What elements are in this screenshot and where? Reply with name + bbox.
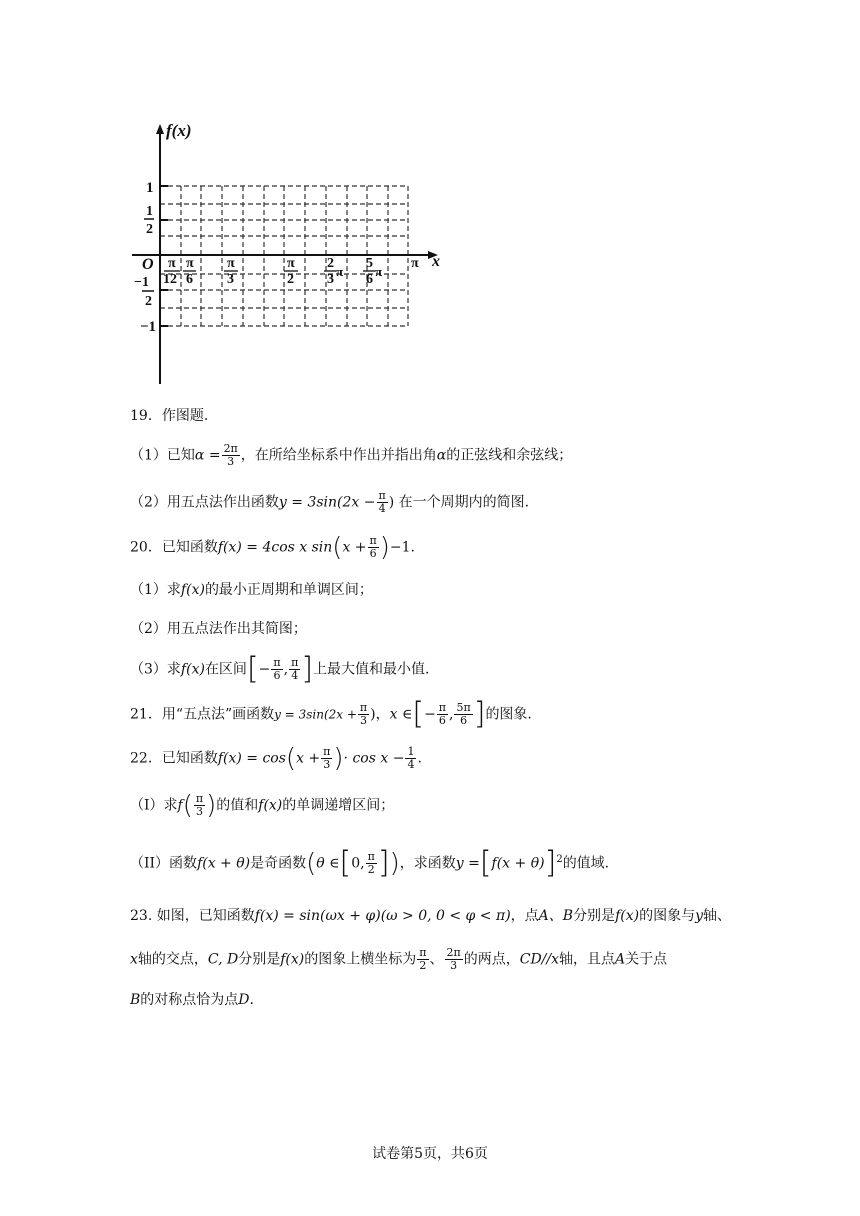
q19-p1-text-c: 的正弦线和余弦线； — [446, 447, 573, 464]
q23-text-d: 的图象与 — [639, 908, 696, 924]
q23-l2-text-b: 分别是 — [238, 951, 281, 968]
q23-point-a: A — [615, 951, 626, 968]
q19-p1-alpha2: α — [436, 447, 447, 464]
x-tick-5pi6-pi: π — [375, 264, 383, 279]
origin-label: O — [142, 256, 154, 273]
q21-text-c: 的图象. — [485, 706, 532, 723]
q21-func: y = 3sin(2x + — [274, 707, 357, 722]
q23-line2 — [130, 947, 840, 972]
x-tick-2pi3-den: 3 — [327, 272, 334, 287]
q22-text-a: 22．已知函数 — [130, 750, 218, 767]
y-tick-half-den: 2 — [146, 222, 153, 237]
grid-svg — [128, 116, 448, 388]
q23-l2-text-a: 轴的交点， — [137, 951, 208, 968]
q19-p1-fraction: $\frac{2\pi}{3}$ — [223, 442, 238, 468]
x-tick-pi: π — [411, 256, 419, 271]
q21-domain: x ∈ — [389, 706, 413, 723]
q20-p2-text: （2）用五点法作出其简图； — [130, 621, 307, 637]
q20-func-b: x + — [342, 539, 367, 556]
q21: 21．用“五点法”画函数y = 3sin(2x + $\frac{\pi}{3}$ )，x ∈[− $\frac{\pi}{6}$ , $\frac{5\pi}{6}$ ]的图象. — [130, 696, 532, 732]
q22-frac1: $\frac{\pi}{3}$ — [323, 745, 331, 771]
q19-p2-fraction: $\frac{\pi}{4}$ — [378, 489, 386, 515]
q23-frac1: $\frac{\pi}{2}$ — [419, 946, 427, 972]
x-tick-pi3-num: π — [227, 256, 235, 271]
q23-l2-text-d: 的两点， — [463, 951, 520, 968]
x-tick-2pi3-pi: π — [336, 264, 344, 279]
q22-part2: （II）函数f(x + θ)是奇函数(θ ∈[0, $\frac{\pi}{2}$ ])，求函数$y =[f(x + \theta)]^2$的值域. — [130, 845, 610, 881]
q20-p3-frac1: $\frac{\pi}{6}$ — [273, 656, 281, 682]
q21-fraction: $\frac{\pi}{3}$ — [359, 701, 368, 727]
q21-frac2: $\frac{5\pi}{6}$ — [456, 701, 471, 727]
q22-p1-text-b: 的值和 — [216, 797, 259, 814]
q19-p2-text-a: （2）用五点法作出函数 — [130, 494, 279, 511]
q22-p1-text-a: （I）求 — [130, 797, 178, 814]
q23-text-a: 23. 如图，已知函数 — [130, 908, 255, 924]
page-footer: 试卷第5页，共6页 — [372, 1146, 488, 1162]
q20-p3-frac2: $\frac{\pi}{4}$ — [291, 656, 299, 682]
q23-frac2: $\frac{2\pi}{3}$ — [446, 946, 461, 972]
y-tick-neg1: −1 — [140, 319, 157, 335]
q23-text-c: 分别是 — [573, 908, 616, 924]
y-tick-neghalf-den: 2 — [145, 294, 152, 309]
x-tick-2pi3-num: 2 — [327, 256, 334, 271]
q21-text-a: 21．用“五点法”画函数 — [130, 706, 275, 723]
q22-part1: （I）求f( $\frac{\pi}{3}$ )的值和f(x)的单调递增区间； — [130, 790, 395, 821]
q21-frac1: $\frac{\pi}{6}$ — [438, 701, 447, 727]
q19-part1 — [130, 443, 830, 468]
q19-p1-alpha: α = — [194, 447, 221, 464]
coordinate-grid-figure — [128, 116, 448, 388]
x-tick-5pi6-den: 6 — [366, 272, 373, 287]
q22-p2-func: f(x + θ) — [197, 855, 251, 872]
q19-p2-func: y = 3sin(2x − — [278, 494, 376, 511]
q20-fraction: $\frac{\pi}{6}$ — [369, 534, 377, 560]
x-tick-pi6-den: 6 — [186, 272, 193, 287]
q23-x: x — [130, 951, 138, 968]
q22-end: . — [417, 750, 422, 767]
q19-p1-text-a: （1）已知 — [130, 447, 195, 464]
y-tick-1: 1 — [146, 180, 154, 196]
x-tick-pi2-num: π — [287, 256, 295, 271]
q22-func-a: f(x) = cos — [217, 750, 286, 767]
q22-p1-func: f(x) — [258, 797, 283, 814]
q22-p2-frac: $\frac{\pi}{2}$ — [367, 850, 375, 877]
q20-part2 — [130, 619, 830, 639]
q19-p1-text-b: ，在所给坐标系中作出并指出角 — [240, 447, 437, 464]
q20-title: 20．已知函数f(x) = 4cos x sin(x + $\frac{\pi}{6}$ )−1. — [130, 532, 416, 563]
q20-p1-text-b: 的最小正周期和单调区间； — [204, 582, 373, 598]
y-tick-neghalf-num: −1 — [134, 275, 149, 290]
x-tick-5pi6-num: 5 — [366, 256, 373, 271]
x-tick-pi3-den: 3 — [227, 272, 234, 287]
q23-parallel: CD//x — [519, 951, 559, 968]
y-axis-label: f(x) — [166, 121, 192, 140]
x-tick-pi12-num: π — [168, 256, 176, 271]
q23-l2-text-c: 的图象上横坐标为 — [304, 951, 417, 968]
q20-func-a: f(x) = 4cos x sin — [217, 539, 333, 556]
q22-p2-text-b: 是奇函数 — [250, 855, 307, 872]
q22-p2-text-e: ，求函数 — [399, 855, 456, 872]
q22-p1-text-c: 的单调递增区间； — [282, 797, 395, 814]
q23-l2-func: f(x) — [280, 951, 305, 968]
q20-part3: （3）求f(x)在区间[− $\frac{\pi}{6}$ , $\frac{\pi}{4}$ ]上最大值和最小值. — [130, 651, 430, 687]
q19-title-text: 19．作图题. — [130, 408, 209, 424]
q20-p3-text-a: （3）求 — [130, 661, 181, 678]
q23-sep: 、 — [429, 951, 444, 968]
q22-p2-square: 2 — [556, 854, 563, 865]
q23-l3-end: . — [249, 992, 254, 1008]
q19-title — [130, 406, 830, 426]
x-tick-pi12-den: 12 — [163, 272, 177, 287]
y-axis-arrow — [156, 124, 164, 134]
q20-p3-func: f(x) — [180, 661, 205, 678]
q22-p2-y: y = — [455, 855, 480, 872]
x-tick-pi6-num: π — [186, 256, 194, 271]
q19-p2-text-b: ) 在一个周期内的简图. — [388, 494, 530, 511]
q21-text-b: )， — [370, 706, 390, 723]
q23-point-d: D — [238, 992, 250, 1008]
q23-l3-text: 的对称点恰为点 — [140, 992, 239, 1008]
x-tick-pi2-den: 2 — [287, 272, 294, 287]
y-tick-half-num: 1 — [146, 204, 153, 219]
q22-title: 22．已知函数f(x) = cos(x + $\frac{\pi}{3}$ )· cos x − $\frac{1}{4}$ . — [130, 743, 422, 774]
q23-func: f(x) = sin(ωx + φ)(ω > 0, 0 < φ < π) — [254, 908, 511, 924]
q23-func2: f(x) — [615, 908, 640, 924]
q23-l2-text-f: 关于点 — [625, 951, 668, 968]
q19-part2 — [130, 490, 830, 515]
q22-p2-inner: f(x + θ) — [491, 855, 545, 872]
q22-p1-frac: $\frac{\pi}{3}$ — [195, 792, 204, 818]
q20-p1-text-a: （1）求 — [130, 582, 181, 598]
q23-l2-text-e: 轴，且点 — [559, 951, 615, 968]
q22-func-b: x + — [296, 750, 321, 767]
q23-points-ab: A、B — [538, 908, 574, 924]
q22-p2-theta: θ ∈ — [316, 855, 340, 872]
q23-y: y — [695, 908, 703, 924]
q20-p3-text-c: 上最大值和最小值. — [313, 661, 430, 678]
q23-line1 — [130, 906, 840, 926]
q22-func-c: · cos x − — [343, 750, 405, 767]
q22-p2-text-a: （II）函数 — [130, 855, 198, 872]
q22-p2-text-g: 的值域. — [562, 855, 610, 872]
q23-line3 — [130, 990, 830, 1010]
q20-p1-func: f(x) — [180, 582, 205, 598]
q20-func-c: −1. — [389, 539, 416, 556]
q23-text-e: 轴、 — [703, 908, 731, 924]
q20-title-text: 20．已知函数 — [130, 539, 218, 556]
q23-points-cd: C, D — [207, 951, 239, 968]
q20-part1 — [130, 580, 830, 600]
q22-frac2: $\frac{1}{4}$ — [407, 745, 415, 771]
q20-p3-text-b: 在区间 — [204, 661, 247, 678]
q22-p1-f: f — [177, 797, 183, 814]
x-axis-label: x — [432, 253, 440, 270]
q23-text-b: ，点 — [510, 908, 539, 924]
q23-point-b: B — [130, 992, 141, 1008]
